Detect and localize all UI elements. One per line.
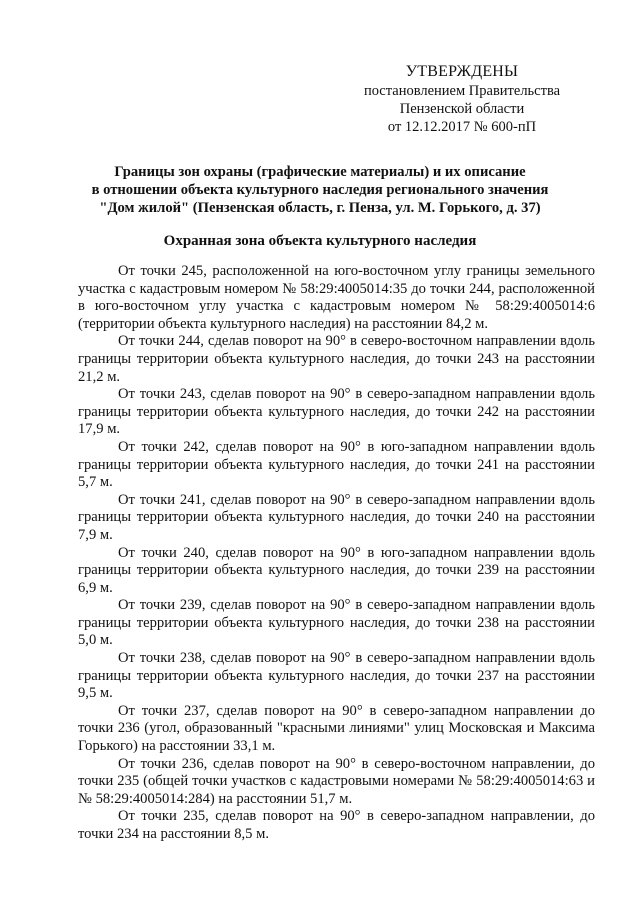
paragraph: От точки 235, сделав поворот на 90° в северо-западном направлении, до точки 234 на расстоянии 8,5 м. bbox=[78, 808, 595, 842]
paragraph: От точки 241, сделав поворот на 90° в северо-западном направлении вдоль границы территории объекта культурного наследия, до точки 240 на расстоянии 7,9 м. bbox=[78, 491, 595, 543]
paragraph: От точки 239, сделав поворот на 90° в северо-западном направлении вдоль границы территории объекта культурного наследия, до точки 238 на расстоянии 5,0 м. bbox=[78, 597, 595, 649]
paragraph: От точки 243, сделав поворот на 90° в северо-западном направлении вдоль границы территории объекта культурного наследия, до точки 242 на расстоянии 17,9 м. bbox=[78, 386, 595, 438]
document-title bbox=[78, 163, 562, 217]
paragraph: От точки 237, сделав поворот на 90° в северо-западном направлении до точки 236 (угол, образованный "красными линиями" улиц Московская и Максима Горького) на расстоянии 33,1 м. bbox=[78, 702, 595, 755]
title-line-3: "Дом жилой" (Пензенская область, г. Пенза, ул. М. Горького, д. 37) bbox=[99, 200, 541, 216]
section-title: Охранная зона объекта культурного наследия bbox=[163, 233, 477, 249]
approval-line-1: постановлением Правительства bbox=[363, 83, 561, 99]
approval-block bbox=[352, 62, 572, 136]
paragraph: От точки 236, сделав поворот на 90° в северо-восточном направлении, до точки 235 (общей точки участков с кадастровыми номерами № 58:29:4005014:63 и № 58:29:4005014:284) на расстоянии 51,7 м. bbox=[78, 755, 595, 807]
approval-line-3: от 12.12.2017 № 600-пП bbox=[387, 119, 537, 135]
title-line-2: в отношении объекта культурного наследия регионального значения bbox=[91, 182, 549, 198]
paragraph: От точки 242, сделав поворот на 90° в юго-западном направлении вдоль границы территории объекта культурного наследия, до точки 241 на расстоянии 5,7 м. bbox=[78, 438, 595, 491]
paragraph: От точки 238, сделав поворот на 90° в северо-западном направлении вдоль границы территории объекта культурного наследия, до точки 237 на расстоянии 9,5 м. bbox=[78, 650, 595, 702]
title-line-1: Границы зон охраны (графические материалы) и их описание bbox=[114, 164, 526, 180]
document-body bbox=[78, 263, 595, 844]
paragraph: От точки 240, сделав поворот на 90° в юго-западном направлении вдоль границы территории объекта культурного наследия, до точки 239 на расстоянии 6,9 м. bbox=[78, 544, 595, 596]
paragraph: От точки 244, сделав поворот на 90° в северо-восточном направлении вдоль границы территории объекта культурного наследия, до точки 243 на расстоянии 21,2 м. bbox=[78, 333, 595, 385]
approval-heading: УТВЕРЖДЕНЫ bbox=[405, 63, 519, 80]
paragraph: От точки 245, расположенной на юго-восточном углу границы земельного участка с кадастровым номером № 58:29:4005014:35 до точки 244, расположенной в юго-восточном углу участка с кадастровым номером № 58:29:4005014:6 (территории объекта культурного наследия) на расстоянии 84,2 м. bbox=[78, 263, 595, 332]
approval-line-2: Пензенской области bbox=[399, 101, 525, 117]
